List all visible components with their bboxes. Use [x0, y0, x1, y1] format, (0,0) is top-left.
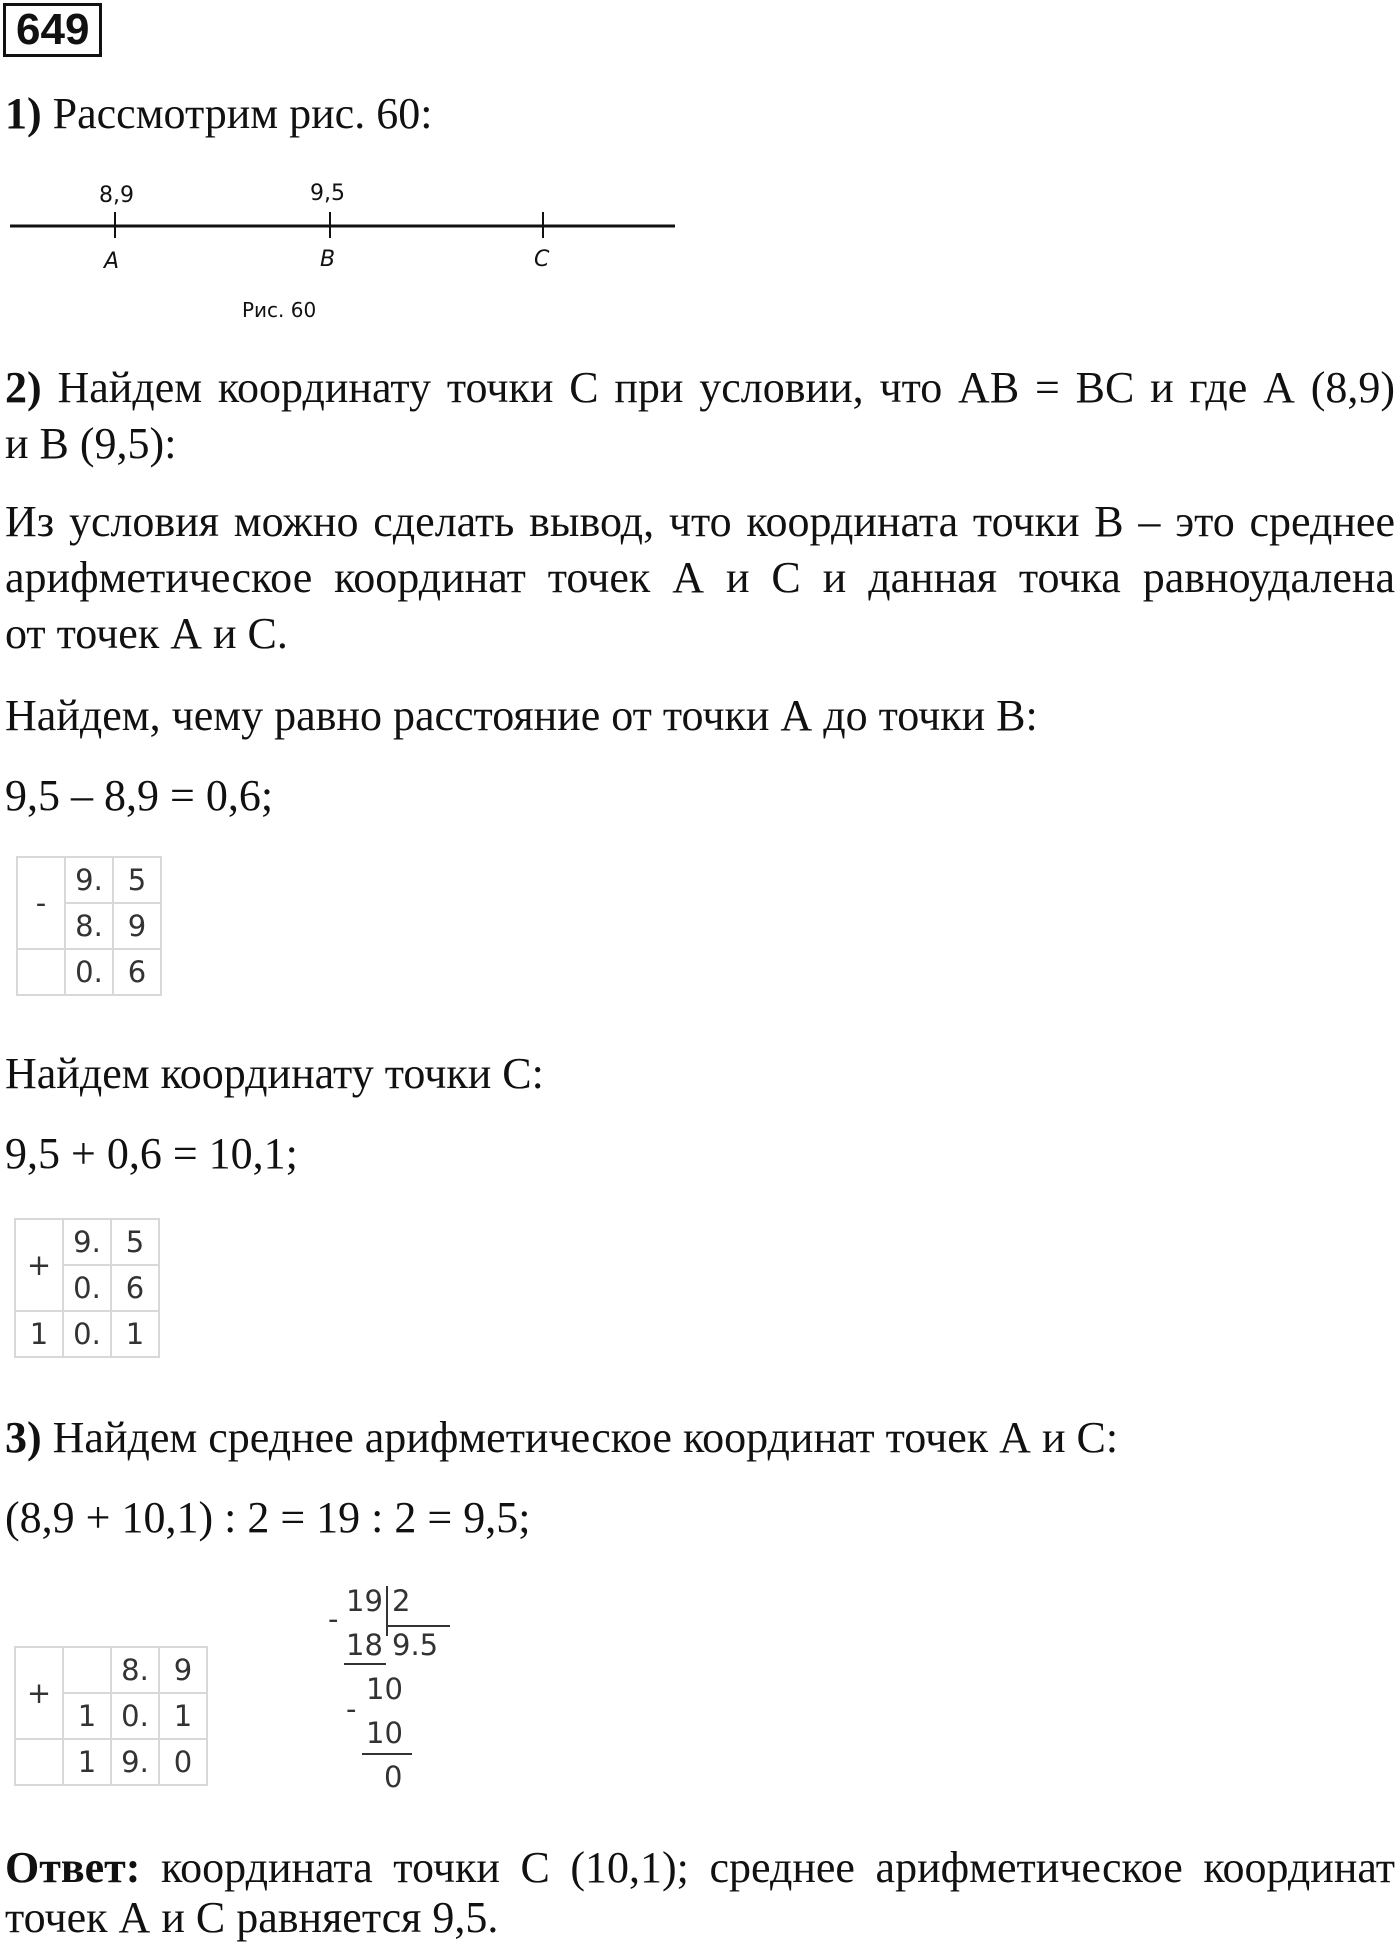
division-remainder-1: 10 [366, 1672, 403, 1706]
subtraction-column-calc: - 9. 5 8. 9 0. 6 [16, 856, 162, 996]
coordinate-expression: 9,5 + 0,6 = 10,1; [5, 1129, 298, 1178]
division-subtrahend-1: 18 [346, 1628, 383, 1662]
division-subtrahend-2: 10 [366, 1716, 403, 1750]
part3-line: 3) Найдем среднее арифметическое координат точек А и С: [5, 1413, 1119, 1462]
point-b-value: 9,5 [310, 181, 345, 206]
sub-sign: - [17, 857, 65, 949]
explanation-line1: Из условия можно сделать вывод, что координата точки В – это среднее [5, 497, 1395, 546]
point-b-name: B [320, 247, 336, 272]
long-division [300, 1580, 480, 1810]
division-divisor: 2 [392, 1584, 411, 1618]
part1-label: 1) [5, 89, 42, 138]
explanation-line2: арифметическое координат точек А и С и данная точка равноудалена [5, 553, 1395, 602]
division-remainder-2: 0 [384, 1760, 403, 1794]
part2-line1: 2) Найдем координату точки С при условии, что АВ = ВС и где А (8,9) [5, 363, 1395, 412]
part3-expression: (8,9 + 10,1) : 2 = 19 : 2 = 9,5; [5, 1493, 531, 1542]
division-dividend: 19 [346, 1584, 383, 1618]
part3-label: 3) [5, 1413, 42, 1462]
division-minus-2: - [346, 1692, 357, 1726]
part1-text: Рассмотрим рис. 60: [52, 89, 433, 138]
figure-caption: Рис. 60 [242, 298, 317, 322]
add1-sign: + [15, 1219, 63, 1311]
part1-line [5, 86, 432, 142]
addition-column-calc-2: + 8. 9 1 0. 1 1 9. 0 [14, 1646, 208, 1786]
coordinate-text: Найдем координату точки С: [5, 1049, 544, 1098]
add2-sign: + [15, 1647, 63, 1739]
number-line-figure [0, 150, 690, 330]
answer-label: Ответ: [5, 1843, 141, 1892]
distance-expression: 9,5 – 8,9 = 0,6; [5, 771, 274, 820]
task-number: 649 [3, 3, 102, 57]
division-quotient: 9.5 [392, 1628, 439, 1662]
part2-label: 2) [5, 363, 42, 412]
explanation-line3: от точек А и С. [5, 609, 288, 658]
distance-text: Найдем, чему равно расстояние от точки А до точки В: [5, 691, 1038, 740]
part2-line2: и В (9,5): [5, 419, 177, 468]
answer-line1: Ответ: координата точки С (10,1); среднее арифметическое координат [5, 1843, 1396, 1892]
addition-column-calc-1: + 9. 5 0. 6 1 0. 1 [14, 1218, 160, 1358]
point-a-value: 8,9 [99, 183, 134, 208]
division-minus-1: - [328, 1602, 339, 1636]
answer-line2: точек А и С равняется 9,5. [5, 1893, 499, 1942]
point-a-name: A [104, 249, 120, 274]
point-c-name: C [534, 247, 550, 272]
